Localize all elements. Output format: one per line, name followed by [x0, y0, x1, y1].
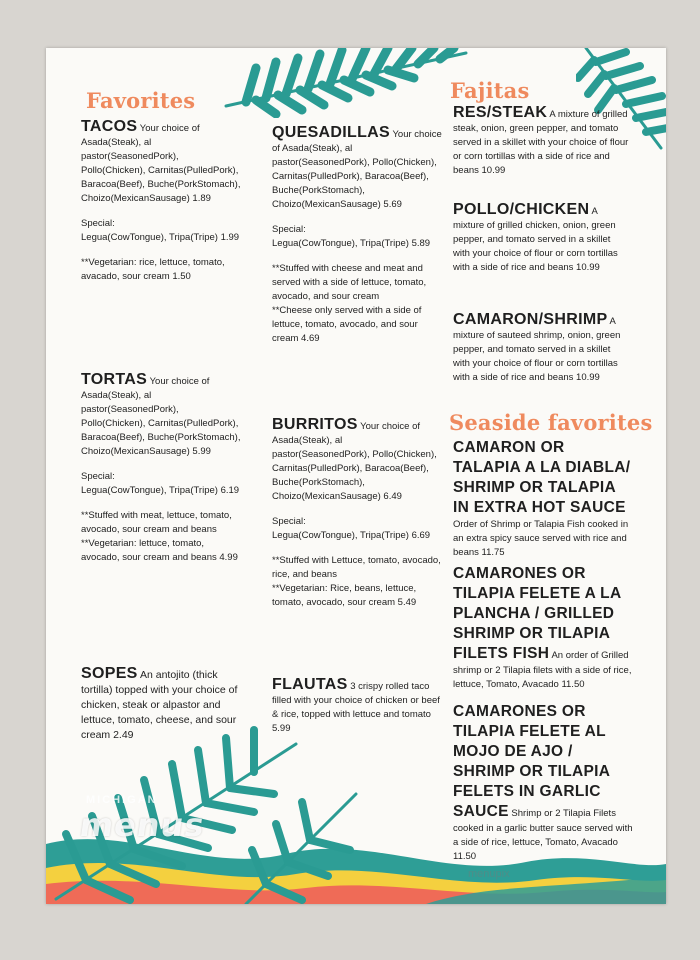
diabla-name: CAMARON OR TALAPIA A LA DIABLA/ SHRIMP OR TALAPIA IN EXTRA HOT SAUCE — [453, 439, 631, 516]
res-steak-name: RES/STEAK — [453, 104, 548, 121]
plancha-desc: An order of Grilled shrimp or 2 Tilapia filets with a side of rice, lettuce, Tomato, Avacado 11.50 — [453, 650, 632, 690]
flautas-item — [272, 678, 442, 736]
tortas-item — [81, 373, 243, 565]
burritos-item — [272, 418, 442, 610]
tacos-item — [81, 120, 243, 284]
sopes-desc: An antojito (thick tortilla) topped with your choice of chicken, steak or alpastor and lettuce, tomato, cheese, and sour cream 2.49 — [81, 669, 238, 741]
tortas-veg: **Vegetarian: lettuce, tomato, avocado, sour cream and beans 4.99 — [81, 538, 238, 563]
camaron-shrimp-item — [453, 313, 629, 385]
camaron-shrimp-name: CAMARON/SHRIMP — [453, 311, 608, 328]
burritos-desc: Your choice of Asada(Steak), al pastor(SeasonedPork), Pollo(Chicken), Carnitas(PulledPork), Baracoa(Beef), Buche(PorkStomach), Choizo(MexicanSausage) 6.49 — [272, 421, 437, 502]
burritos-name: BURRITOS — [272, 416, 358, 433]
burritos-special: Legua(CowTongue), Tripa(Tripe) 6.69 — [272, 530, 431, 541]
tortas-stuffed: **Stuffed with meat, lettuce, tomato, avocado, sour cream and beans — [81, 510, 232, 535]
flautas-desc: 3 crispy rolled taco filled with your choice of chicken or beef & rice, topped with lettuce and tomato 5.99 — [272, 681, 440, 734]
quesadillas-name: QUESADILLAS — [272, 124, 390, 141]
watermark-logo: menus — [77, 806, 208, 844]
burritos-veg: **Vegetarian: Rice, beans, lettuce, tomato, avocado, sour cream 5.49 — [272, 583, 417, 608]
quesadillas-stuffed: **Stuffed with cheese and meat and served with a side of lettuce, tomato, avocado, and sour cream — [272, 263, 427, 302]
res-steak-item — [453, 106, 629, 178]
pollo-chicken-item — [453, 203, 629, 275]
quesadillas-desc: Your choice of Asada(Steak), al pastor(SeasonedPork), Pollo(Chicken), Carnitas(PulledPork), Baracoa(Beef), Buche(PorkStomach), Choizo(MexicanSausage) 5.69 — [272, 129, 442, 210]
quesadillas-item — [272, 126, 442, 346]
res-steak-desc: A mixture of grilled steak, onion, green pepper, and tomato served in a skillet with your choice of flour or corn tortillas with a side of rice and beans 10.99 — [453, 109, 629, 176]
menu-page — [46, 48, 666, 904]
quesadillas-cheese: **Cheese only served with a side of lettuce, tomato, avocado, and sour cream 4.69 — [272, 305, 422, 344]
sopes-item — [81, 666, 249, 743]
fern-top-icon — [216, 48, 476, 118]
burritos-special-label: Special: — [272, 516, 306, 527]
pollo-chicken-desc: A mixture of grilled chicken, onion, green pepper, and tomato served in a skillet with your choice of flour or corn tortillas with a side of rice and beans 10.99 — [453, 206, 618, 273]
watermark-corner: menupix — [468, 868, 510, 880]
watermark-top: MICHIGAN — [86, 794, 158, 806]
tortas-desc: Your choice of Asada(Steak), al pastor(SeasonedPork), Pollo(Chicken), Carnitas(PulledPork), Baracoa(Beef), Buche(PorkStomach), Choizo(MexicanSausage) 5.99 — [81, 376, 241, 457]
quesadillas-special-label: Special: — [272, 224, 306, 235]
tacos-special: Legua(CowTongue), Tripa(Tripe) 1.99 — [81, 232, 240, 243]
mojo-desc: Shrimp or 2 Tilapia Filets cooked in a garlic butter sauce served with a side of rice, lettuce, Tomato, Avacado 11.50 — [453, 808, 633, 862]
tortas-name: TORTAS — [81, 371, 148, 388]
tacos-veg: **Vegetarian: rice, lettuce, tomato, avacado, sour cream 1.50 — [81, 257, 225, 282]
diabla-desc: Order of Shrimp or Talapia Fish cooked in an extra spicy sauce served with rice and beans 11.75 — [453, 519, 629, 558]
favorites-title: Favorites — [86, 88, 196, 113]
tacos-name: TACOS — [81, 118, 138, 135]
quesadillas-special: Legua(CowTongue), Tripa(Tripe) 5.89 — [272, 238, 431, 249]
seaside-title: Seaside favorites — [449, 410, 653, 435]
diabla-item — [453, 438, 633, 560]
burritos-stuffed: **Stuffed with Lettuce, tomato, avocado, rice, and beans — [272, 555, 441, 580]
tortas-special-label: Special: — [81, 471, 115, 482]
tacos-special-label: Special: — [81, 218, 115, 229]
mojo-name: CAMARONES OR TILAPIA FELETE AL MOJO DE AJO / SHRIMP OR TILAPIA FELETS IN GARLIC SAUCE — [453, 703, 610, 820]
plancha-item — [453, 564, 633, 692]
flautas-name: FLAUTAS — [272, 676, 348, 693]
camaron-shrimp-desc: A mixture of sauteed shrimp, onion, green pepper, and tomato served in a skillet with your choice of flour or corn tortillas with a side of rice and beans 10.99 — [453, 316, 621, 383]
sopes-name: SOPES — [81, 665, 138, 682]
tortas-special: Legua(CowTongue), Tripa(Tripe) 6.19 — [81, 485, 240, 496]
mojo-item — [453, 702, 633, 864]
fajitas-title: Fajitas — [450, 78, 530, 103]
pollo-chicken-name: POLLO/CHICKEN — [453, 201, 590, 218]
tacos-desc: Your choice of Asada(Steak), al pastor(SeasonedPork), Pollo(Chicken), Carnitas(PulledPork), Baracoa(Beef), Buche(PorkStomach), Choizo(MexicanSausage) 1.89 — [81, 123, 241, 204]
plancha-name: CAMARONES OR TILAPIA FELETE A LA PLANCHA / GRILLED SHRIMP OR TILAPIA FILETS FISH — [453, 565, 621, 662]
